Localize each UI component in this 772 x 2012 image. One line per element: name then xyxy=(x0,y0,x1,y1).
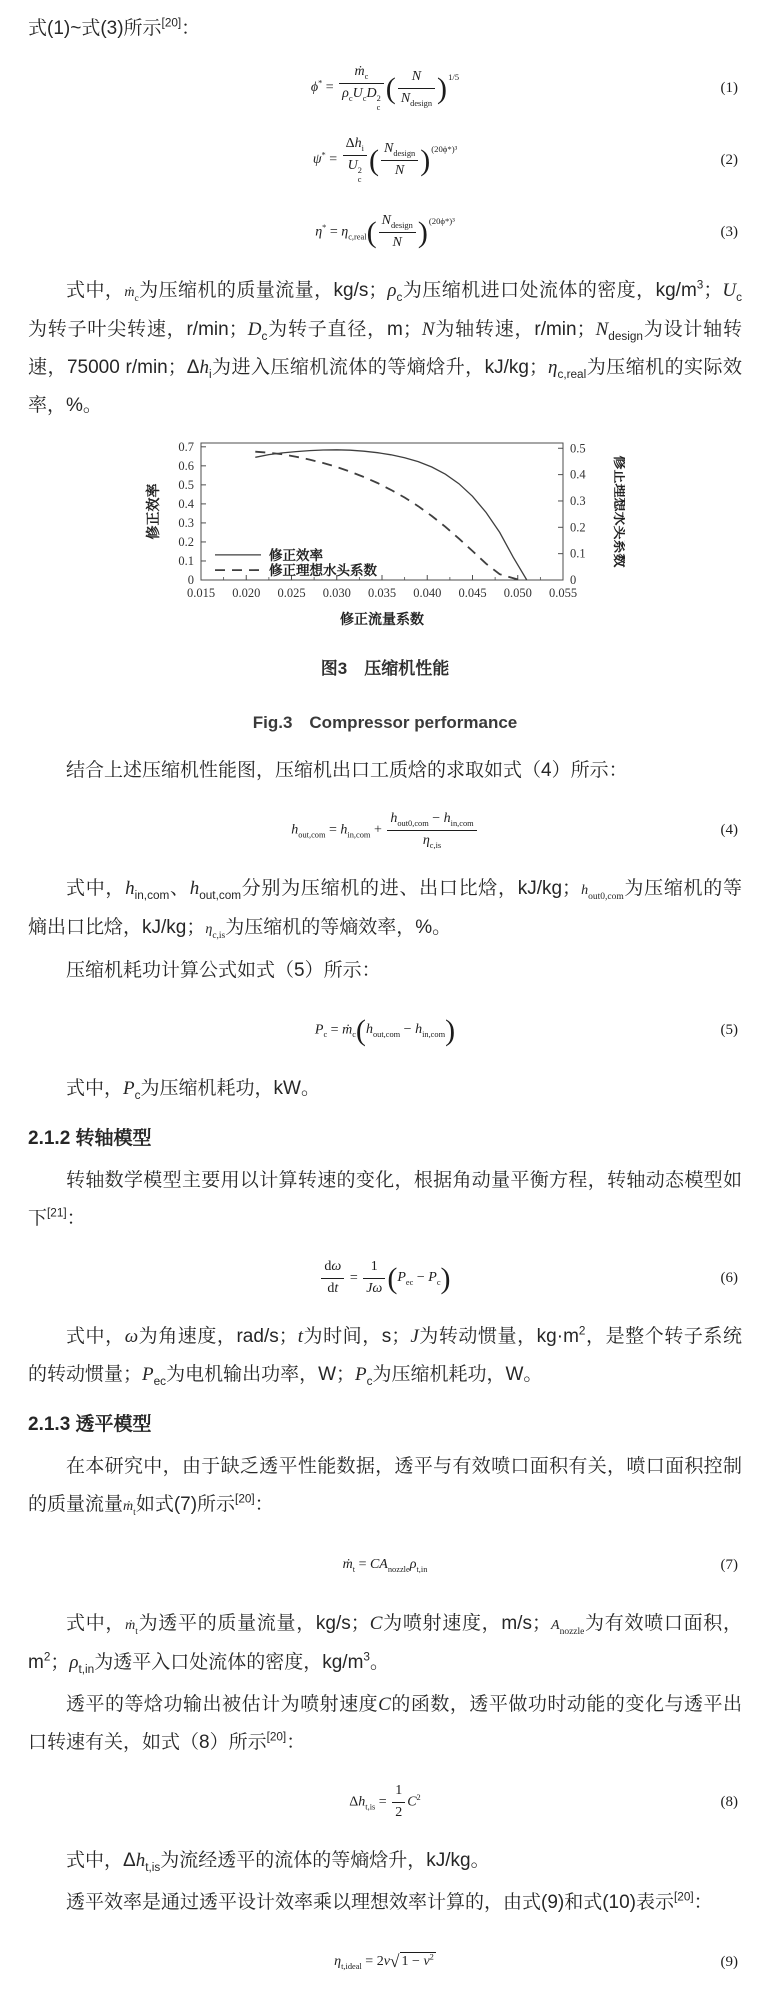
equation-4 xyxy=(28,798,742,862)
svg-text:0.2: 0.2 xyxy=(178,534,194,549)
paragraph-eq9-intro: 透平效率是通过透平设计效率乘以理想效率计算的，由式(9)和式(10)表示[20]： xyxy=(66,1890,713,1913)
paragraph-eq4-intro: 结合上述压缩机性能图，压缩机出口工质焓的求取如式（4）所示： xyxy=(66,760,628,781)
svg-text:0.4: 0.4 xyxy=(570,467,586,482)
svg-text:0.015: 0.015 xyxy=(186,586,216,600)
paragraph-intro: 式(1)~式(3)所示[20]： xyxy=(28,16,201,39)
paragraph-eq8-intro: 透平的等焓功输出被估计为喷射速度C的函数，透平做功时动能的变化与透平出口转速有关，如式（8）所示[20]： xyxy=(28,1694,742,1753)
svg-text:0.025: 0.025 xyxy=(277,586,306,600)
svg-text:0.4: 0.4 xyxy=(178,496,194,511)
figure-3-caption-cn: 图3 压缩机性能 xyxy=(320,659,450,678)
svg-text:0: 0 xyxy=(187,573,194,587)
svg-text:0.035: 0.035 xyxy=(367,586,397,600)
figure-3 xyxy=(145,435,625,644)
equation-8 xyxy=(28,1770,742,1834)
paragraph-eq5-symbols: 式中，$P_c$为压缩机耗功，kW。 xyxy=(66,1078,320,1102)
svg-text:0.030: 0.030 xyxy=(322,586,351,600)
svg-text:0.1: 0.1 xyxy=(570,546,586,561)
equation-body: ϕ* = ṁ$_c$ $\rho_cU_cD$ 2 c ( N $N_{design}$ ) $^{1/5}$ xyxy=(310,64,460,113)
equation-body: ṁ$_t$ = $CA_{nozzle}\rho_{t,in}$ xyxy=(342,1556,428,1574)
equation-body: ψ* = $\Delta h_i$ U 2 c ( $N_{design}$ N ) $^{(20\phi*)^3}$ xyxy=(312,136,458,185)
paragraph-eq4-symbols: 式中，$h_{in,com}$、$h_{out,com}$分别为压缩机的进、出口比焓，kJ/kg；$h_{out0,com}$为压缩机的等熵出口比焓，kJ/kg；$\eta_{c,is}$为压缩机的等熵效率，%。 xyxy=(28,878,742,941)
chart-svg xyxy=(145,435,625,630)
heading-2-1-2: 2.1.2 转轴模型 xyxy=(28,1128,152,1149)
equation-body: $h_{out,com} = h_{in,com}$ + $h_{out0,com} - h_{in,com}$ $\eta_{c,is}$ xyxy=(291,810,478,851)
equation-number: (8) xyxy=(720,1794,738,1810)
equation-number: (4) xyxy=(720,822,738,838)
svg-text:修正理想水头系数: 修正理想水头系数 xyxy=(269,563,377,579)
svg-text:0.020: 0.020 xyxy=(232,586,261,600)
equation-6 xyxy=(28,1246,742,1310)
equation-2 xyxy=(28,128,742,192)
equation-7 xyxy=(28,1533,742,1597)
svg-text:0.2: 0.2 xyxy=(570,520,586,535)
svg-text:0.3: 0.3 xyxy=(570,493,586,508)
paragraph-shaft-intro: 转轴数学模型主要用以计算转速的变化，根据角动量平衡方程，转轴动态模型如下[21]： xyxy=(28,1170,742,1229)
equation-number: (3) xyxy=(720,224,738,240)
svg-text:0.5: 0.5 xyxy=(178,477,194,492)
equation-1 xyxy=(28,56,742,120)
equation-number: (5) xyxy=(720,1022,738,1038)
equation-number: (7) xyxy=(720,1557,738,1573)
compressor-performance-chart xyxy=(145,435,625,644)
svg-text:0.045: 0.045 xyxy=(458,586,487,600)
svg-text:0.050: 0.050 xyxy=(503,586,532,600)
svg-text:修正流量系数: 修正流量系数 xyxy=(340,613,424,628)
equation-5 xyxy=(28,998,742,1062)
paragraph-eq1-3-symbols: 式中，ṁ$_c$为压缩机的质量流量，kg/s；$\rho_c$为压缩机进口处流体的密度，$kg/m^3$；$U_c$为转子叶尖转速，r/min；$D_c$为转子直径，m；N为轴转速，r/min；$N_{design}$为设计轴转速，75000 r/min；$\Delta h_i$为进入压缩机流体的等熵焓升，kJ/kg；$\eta_{c,real}$为压缩机的实际效率，%。 xyxy=(28,278,742,416)
paragraph-eq5-intro: 压缩机耗功计算公式如式（5）所示： xyxy=(66,960,381,981)
paragraph-eq6-symbols: 式中，ω为角速度，rad/s；t为时间，s；J为转动惯量，$kg\cdot m^2$，是整个转子系统的转动惯量；$P_{ec}$为电机输出功率，W；$P_c$为压缩机耗功，W。 xyxy=(28,1324,742,1388)
svg-text:0.1: 0.1 xyxy=(178,553,194,568)
equation-body: $\eta^* = \eta_{c,real}$ ( $N_{design}$ N ) $^{(20\phi*)^3}$ xyxy=(315,212,455,250)
equation-body: $\eta_{t,ideal} = 2v$ √ $1 - v^2$ xyxy=(334,1951,434,1972)
svg-text:0: 0 xyxy=(570,573,577,587)
paragraph-eq7-symbols: 式中，ṁ$_t$为透平的质量流量，kg/s；C为喷射速度，m/s；$A_{nozzle}$为有效喷口面积，$m^2$；$\rho_{t,in}$为透平入口处流体的密度，$kg/m^3$。 xyxy=(28,1613,742,1676)
equation-number: (1) xyxy=(720,80,738,96)
svg-text:修正效率: 修正效率 xyxy=(269,547,323,563)
svg-text:0.6: 0.6 xyxy=(178,458,194,473)
equation-body: $P_c$ = ṁ$_c$ ( $h_{out,com} - h_{in,com}$ ) xyxy=(314,1012,456,1047)
svg-text:0.7: 0.7 xyxy=(178,439,194,454)
svg-text:0.5: 0.5 xyxy=(570,441,586,456)
figure-3-caption-en: Fig.3 Compressor performance xyxy=(252,713,518,732)
heading-2-1-3: 2.1.3 透平模型 xyxy=(28,1414,152,1435)
equation-number: (2) xyxy=(720,152,738,168)
equation-3 xyxy=(28,200,742,264)
svg-text:0.040: 0.040 xyxy=(413,586,442,600)
equation-body: $\frac{d\omega}{dt}$ = $\frac{1}{J\omega}$ ( $P_{ec} - P_c$ ) xyxy=(319,1258,450,1299)
equation-number: (9) xyxy=(720,1954,738,1970)
equation-body: $\Delta h_{t,is}$ = $\frac{1}{2}$ $C^2$ xyxy=(349,1782,421,1820)
equation-9 xyxy=(28,1930,742,1994)
paragraph-turbine-intro: 在本研究中，由于缺乏透平性能数据，透平与有效喷口面积有关，喷口面积控制的质量流量ṁ$_t$如式(7)所示[20]： xyxy=(28,1456,742,1518)
svg-text:0.055: 0.055 xyxy=(548,586,578,600)
paragraph-eq8-symbols: 式中，$\Delta h_{t,is}$为流经透平的流体的等熵焓升，kJ/kg。 xyxy=(66,1850,490,1874)
svg-text:修正效率: 修正效率 xyxy=(147,483,162,540)
svg-text:0.3: 0.3 xyxy=(178,515,194,530)
svg-text:修正理想水头系数: 修正理想水头系数 xyxy=(611,455,625,568)
equation-number: (6) xyxy=(720,1270,738,1286)
